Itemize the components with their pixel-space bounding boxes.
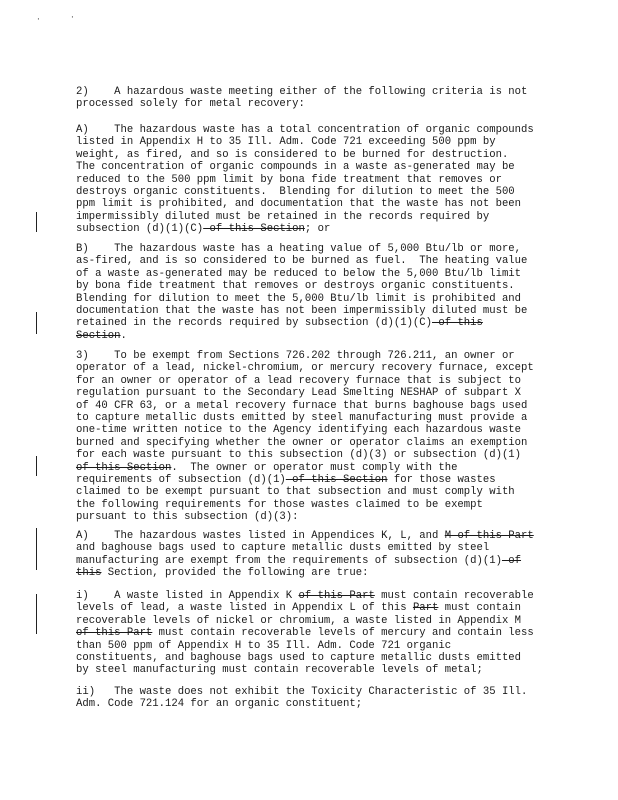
text-run: A) The hazardous wastes listed in Appendices K, L, and — [76, 530, 445, 542]
text-line — [76, 362, 536, 374]
text-run: Adm. Code 721.124 for an organic constituent; — [76, 698, 363, 711]
text-run: impermissibly diluted must be retained in the records required by — [76, 210, 490, 223]
text-line — [76, 293, 536, 305]
text-run: 2) A hazardous waste meeting either of the following criteria is not — [76, 86, 528, 98]
text-run: operator of a lead, nickel-chromium, or mercury recovery furnace, except — [76, 362, 534, 375]
text-run: weight, as fired, and so is considered to be burned for destruction. — [76, 148, 509, 161]
text-run: and baghouse bags used to capture metallic dusts emitted by steel — [76, 542, 490, 555]
text-line — [76, 437, 536, 449]
text-run: the following requirements for those wastes claimed to be exempt — [76, 498, 483, 511]
text-line — [76, 686, 536, 698]
text-line — [76, 400, 536, 412]
text-line — [76, 640, 536, 652]
revision-bar — [36, 212, 37, 232]
text-run: B) The hazardous waste has a heating value of 5,000 Btu/lb or more, — [76, 243, 522, 255]
paragraph-b-heating-value — [76, 243, 536, 342]
text-run: to capture metallic dusts emitted by steel manufacturing must provide a — [76, 412, 528, 425]
text-line — [76, 615, 536, 627]
text-run: must contain recoverable levels of mercury and contain less — [152, 627, 534, 640]
text-run: claimed to be exempt pursuant to that subsection and must comply with — [76, 486, 515, 499]
text-line — [76, 350, 536, 362]
text-run: burned and specifying whether the owner or operator claims an exemption — [76, 436, 528, 449]
text-line — [76, 223, 536, 235]
text-run: reduced to the 500 ppm limit by bona fide treatment that removes or — [76, 173, 502, 186]
text-run: levels of lead, a waste listed in Appendix L of this — [76, 602, 413, 615]
text-line — [76, 449, 536, 461]
struck-text: Section — [76, 329, 121, 342]
text-run: The concentration of organic compounds in a waste as-generated may be — [76, 161, 515, 174]
text-line — [76, 652, 536, 664]
text-run: for an owner or operator of a lead recovery furnace that is subject to — [76, 374, 522, 387]
text-run: recoverable levels of nickel or chromium, a waste listed in Appendix M — [76, 614, 522, 627]
text-line — [76, 698, 536, 710]
text-run: must contain — [438, 602, 522, 615]
text-run: . — [120, 329, 127, 342]
text-run: processed solely for metal recovery: — [76, 98, 305, 111]
text-run: by bona fide treatment that removes or destroys organic constituents. — [76, 280, 515, 293]
text-line — [76, 530, 536, 542]
text-line — [76, 86, 536, 98]
text-line — [76, 198, 536, 210]
scan-speck: · — [36, 15, 41, 24]
text-run: retained in the records required by subsection (d)(1)(C) — [76, 317, 433, 330]
struck-text: M of this Part — [444, 530, 534, 542]
text-run: ii) The waste does not exhibit the Toxicity Characteristic of 35 Ill. — [76, 686, 528, 698]
text-line — [76, 474, 536, 486]
text-line — [76, 424, 536, 436]
struck-text: of — [501, 554, 522, 567]
text-run: Section, provided the following are true: — [101, 567, 369, 580]
struck-text: Part — [412, 602, 439, 615]
text-line — [76, 462, 536, 474]
text-line — [76, 317, 536, 329]
text-line — [76, 627, 536, 639]
struck-text: of this Section — [203, 223, 305, 236]
text-line — [76, 511, 536, 523]
text-line — [76, 555, 536, 567]
text-line — [76, 161, 536, 173]
paragraph-a-organic — [76, 124, 536, 236]
text-line — [76, 602, 536, 614]
text-line — [76, 255, 536, 267]
text-run: than 500 ppm of Appendix H to 35 Ill. Adm. Code 721 organic — [76, 639, 452, 652]
text-run: ; or — [304, 223, 331, 236]
text-line — [76, 149, 536, 161]
text-run: Blending for dilution to meet the 5,000 Btu/lb limit is prohibited and — [76, 292, 522, 305]
revision-bar — [36, 528, 37, 570]
text-line — [76, 136, 536, 148]
text-line — [76, 174, 536, 186]
text-run: as-fired, and is so considered to be burned as fuel. The heating value — [76, 255, 528, 268]
text-line — [76, 567, 536, 579]
text-run: i) A waste listed in Appendix K — [76, 590, 299, 602]
revision-bar — [36, 594, 37, 634]
text-run: constituents, and baghouse bags used to capture metallic dusts emitted — [76, 652, 522, 665]
text-line — [76, 98, 536, 110]
paragraph-2 — [76, 86, 536, 111]
text-line — [76, 243, 536, 255]
text-line — [76, 124, 536, 136]
text-run: for each waste pursuant to this subsection (d)(3) or subsection (d)(1) — [76, 449, 522, 462]
scan-speck: · — [70, 13, 75, 22]
paragraph-i-waste-listed — [76, 590, 536, 677]
text-run: by steel manufacturing must contain recoverable levels of metal; — [76, 664, 483, 677]
text-run: pursuant to this subsection (d)(3): — [76, 511, 299, 524]
paragraph-3-exemption — [76, 350, 536, 524]
text-run: for those wastes — [387, 474, 496, 487]
struck-text: of this Section — [285, 474, 388, 487]
text-run: subsection (d)(1)(C) — [76, 223, 204, 236]
text-line — [76, 375, 536, 387]
text-line — [76, 499, 536, 511]
text-run: requirements of subsection (d)(1) — [76, 474, 286, 487]
struck-text: of this Part — [76, 627, 153, 640]
text-line — [76, 330, 536, 342]
text-run: . The owner or operator must comply with the — [171, 461, 458, 474]
struck-text: of this — [432, 317, 483, 330]
text-line — [76, 305, 536, 317]
text-line — [76, 486, 536, 498]
struck-text: of this Section — [76, 461, 172, 474]
text-line — [76, 186, 536, 198]
text-line — [76, 590, 536, 602]
text-run: manufacturing are exempt from the requirements of subsection (d)(1) — [76, 554, 502, 567]
text-run: listed in Appendix H to 35 Ill. Adm. Code 721 exceeding 500 ppm by — [76, 136, 496, 149]
paragraph-ii-toxicity — [76, 686, 536, 711]
text-run: regulation pursuant to the Secondary Lead Smelting NESHAP of subpart X — [76, 387, 522, 400]
text-run: must contain recoverable — [374, 590, 534, 602]
text-run: 3) To be exempt from Sections 726.202 through 726.211, an owner or — [76, 350, 515, 362]
paragraph-a-appendices — [76, 530, 536, 580]
struck-text: of this Part — [298, 590, 375, 602]
text-run: documentation that the waste has not been impermissibly diluted must be — [76, 305, 528, 318]
text-line — [76, 542, 536, 554]
text-line — [76, 268, 536, 280]
text-run: destroys organic constituents. Blending for dilution to meet the 500 — [76, 186, 515, 199]
text-run: of a waste as-generated may be reduced to below the 5,000 Btu/lb limit — [76, 267, 522, 280]
text-line — [76, 412, 536, 424]
text-run: ppm limit is prohibited, and documentation that the waste has not been — [76, 198, 522, 211]
revision-bar — [36, 312, 37, 334]
text-line — [76, 387, 536, 399]
text-run: one-time written notice to the Agency identifying each hazardous waste — [76, 424, 522, 437]
text-line — [76, 664, 536, 676]
text-run: A) The hazardous waste has a total concentration of organic compounds — [76, 124, 534, 136]
text-run: of 40 CFR 63, or a metal recovery furnace that burns baghouse bags used — [76, 399, 528, 412]
text-line — [76, 211, 536, 223]
text-line — [76, 280, 536, 292]
struck-text: this — [76, 567, 102, 580]
revision-bar — [36, 456, 37, 476]
